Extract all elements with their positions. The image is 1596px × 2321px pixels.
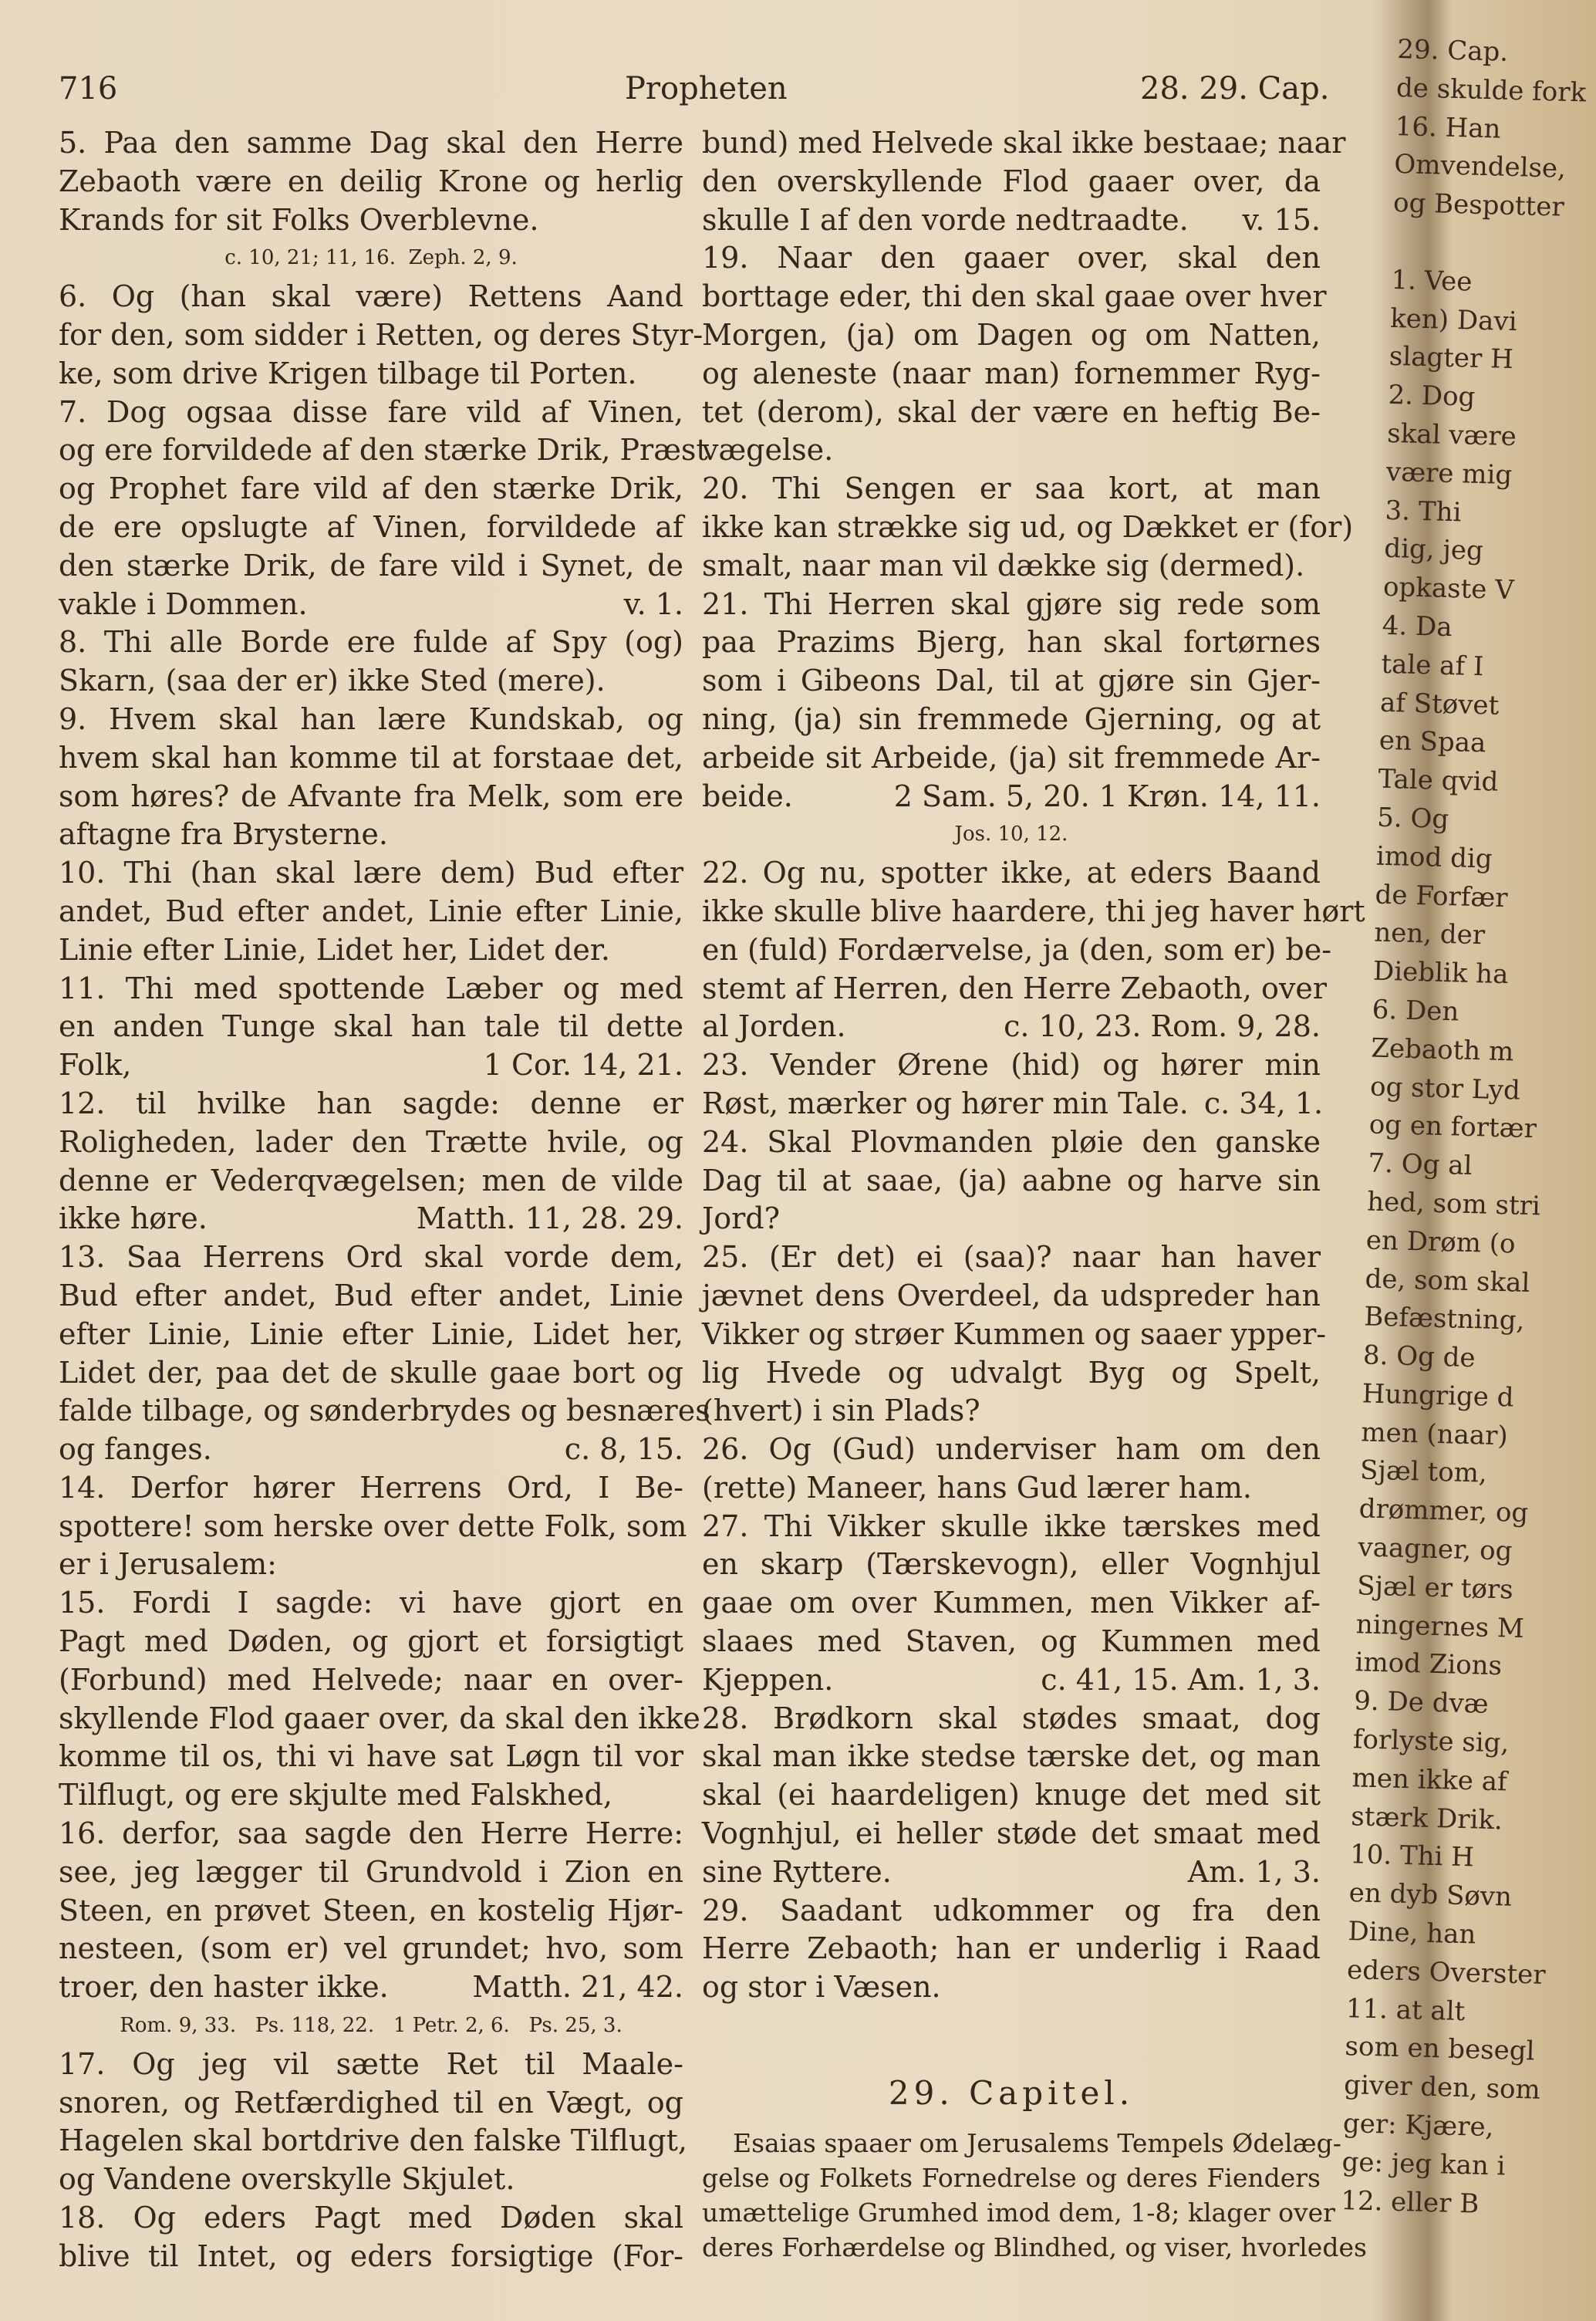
line-text: Røst, mærker og hører min Tale. xyxy=(702,1086,1189,1120)
line-text: bund) med Helvede skal ikke bestaae; naar xyxy=(702,126,1346,160)
line-text: lig Hvede og udvalgt Byg og Spelt, xyxy=(702,1355,1321,1390)
cross-reference: c. 8, 15. xyxy=(564,1432,683,1467)
next-page-fragment xyxy=(1340,31,1587,2225)
text-line xyxy=(59,201,683,240)
line-text: 24. Skal Plovmanden pløie den ganske xyxy=(702,1124,1321,1159)
text-line xyxy=(59,1892,683,1931)
line-text: 10. Thi (han skal lære dem) Bud efter xyxy=(59,856,683,890)
text-line xyxy=(702,1354,1321,1393)
line-text: (Forbund) med Helvede; naar en over- xyxy=(59,1662,683,1697)
text-line xyxy=(702,701,1321,739)
cross-reference: Am. 1, 3. xyxy=(1187,1854,1321,1889)
line-text: komme til os, thi vi have sat Løgn til vor xyxy=(59,1739,683,1774)
text-line xyxy=(59,547,683,586)
text-line xyxy=(59,893,683,931)
fragment-line: drømmer, og xyxy=(1358,1493,1529,1529)
text-line xyxy=(59,1776,683,1815)
fragment-line: 3. Thi xyxy=(1385,495,1462,528)
fragment-line: dig, jeg xyxy=(1383,533,1484,567)
line-text: 14. Derfor hører Herrens Ord, I Be- xyxy=(59,1470,683,1505)
line-text: Steen, en prøvet Steen, en kostelig Hjør- xyxy=(59,1893,683,1927)
line-text: og stor i Væsen. xyxy=(702,1970,941,2005)
line-text: de ere opslugte af Vinen, forvildede af xyxy=(59,509,683,544)
line-text: skal (ei haardeligen) knuge det med sit xyxy=(702,1778,1321,1813)
text-line xyxy=(59,470,683,508)
running-title: Propheten xyxy=(625,71,788,106)
fragment-line: tale af I xyxy=(1380,648,1484,682)
line-text: ikke kan strække sig ud, og Dækket er (for) xyxy=(702,509,1354,544)
line-text: for den, som sidder i Retten, og deres Styr- xyxy=(59,317,704,352)
line-text: 17. Og jeg vil sætte Ret til Maale- xyxy=(59,2046,683,2081)
fragment-line: 12. eller B xyxy=(1340,2184,1480,2220)
line-text: Morgen, (ja) om Dagen og om Natten, xyxy=(702,317,1321,352)
line-text: nesteen, (som er) vel grundet; hvo, som xyxy=(59,1931,683,1966)
fragment-line: eders Overster xyxy=(1346,1954,1547,1991)
fragment-line: Sjæl er tørs xyxy=(1356,1570,1514,1606)
fragment-line: Dieblik ha xyxy=(1372,955,1509,991)
text-line xyxy=(702,1776,1321,1815)
line-text: Linie efter Linie, Lidet her, Lidet der. xyxy=(59,932,610,967)
line-text: 23. Vender Ørene (hid) og hører min xyxy=(702,1048,1321,1083)
page-number: 716 xyxy=(59,71,118,106)
text-line xyxy=(59,508,683,547)
text-line xyxy=(702,316,1321,355)
reference-line xyxy=(59,239,683,278)
text-line xyxy=(702,1700,1321,1738)
cross-reference: c. 34, 1. xyxy=(1203,1086,1324,1120)
text-line xyxy=(702,1546,1321,1584)
line-text: gaae om over Kummen, men Vikker af- xyxy=(702,1586,1321,1620)
line-text: stemt af Herren, den Herre Zebaoth, over xyxy=(702,971,1328,1005)
fragment-line: 6. Den xyxy=(1372,994,1459,1028)
text-line xyxy=(59,1815,683,1853)
fragment-line: 4. Da xyxy=(1382,610,1453,644)
text-line xyxy=(702,1238,1321,1277)
text-line xyxy=(59,1469,683,1508)
text-line xyxy=(702,1008,1321,1046)
text-line xyxy=(702,623,1321,662)
line-text: vægelse. xyxy=(702,433,834,468)
text-line xyxy=(59,394,683,432)
text-line xyxy=(702,470,1321,508)
line-text: umættelige Grumhed imod dem, 1-8; klager over xyxy=(702,2198,1335,2228)
fragment-line: imod Zions xyxy=(1355,1647,1503,1682)
fragment-line: men (naar) xyxy=(1360,1417,1509,1452)
fragment-line: Befæstning, xyxy=(1363,1301,1525,1337)
line-text: al Jorden. xyxy=(702,1009,846,1044)
line-text: aftagne fra Brysterne. xyxy=(59,817,388,852)
chapter-summary xyxy=(702,2126,1367,2265)
text-line xyxy=(59,1123,683,1162)
fragment-line: og en fortær xyxy=(1368,1109,1537,1145)
reference-line xyxy=(59,2007,683,2046)
line-text: og aleneste (naar man) fornemmer Ryg- xyxy=(702,356,1321,390)
text-line xyxy=(702,662,1321,701)
line-text: en (fuld) Fordærvelse, ja (den, som er) be- xyxy=(702,932,1332,967)
line-text: Pagt med Døden, og gjort et forsigtigt xyxy=(59,1624,683,1659)
line-text: og fanges. xyxy=(59,1432,212,1467)
reference-line xyxy=(702,816,1321,854)
line-text: Kjeppen. xyxy=(702,1662,834,1697)
text-line xyxy=(59,2084,683,2123)
text-line xyxy=(702,1392,1321,1431)
text-line xyxy=(702,778,1321,816)
line-text: 26. Og (Gud) underviser ham om den xyxy=(702,1432,1321,1467)
cross-reference: c. 10, 23. Rom. 9, 28. xyxy=(1004,1009,1321,1044)
fragment-line: Omvendelse, xyxy=(1393,149,1567,185)
fragment-line: giver den, som xyxy=(1343,2069,1541,2106)
line-text: efter Linie, Linie efter Linie, Lidet her, xyxy=(59,1316,683,1351)
fragment-line: være mig xyxy=(1385,456,1513,491)
text-line xyxy=(702,239,1321,278)
text-line xyxy=(59,2199,683,2238)
line-text: 8. Thi alle Borde ere fulde af Spy (og) xyxy=(59,625,683,660)
line-text: 20. Thi Sengen er saa kort, at man xyxy=(702,471,1321,506)
text-line xyxy=(702,1661,1321,1700)
text-line xyxy=(702,1853,1321,1892)
right-column xyxy=(702,124,1365,2007)
cross-reference: 2 Sam. 5, 20. 1 Krøn. 14, 11. xyxy=(893,779,1321,813)
text-line xyxy=(59,816,683,854)
line-text: er i Jerusalem: xyxy=(59,1547,277,1582)
line-text: blive til Intet, og eders forsigtige (For- xyxy=(59,2238,683,2273)
line-text: som i Gibeons Dal, til at gjøre sin Gjer- xyxy=(702,664,1321,698)
fragment-line: Sjæl tom, xyxy=(1359,1454,1488,1490)
line-text: spottere! som herske over dette Folk, som xyxy=(59,1508,687,1543)
line-text: 7. Dog ogsaa disse fare vild af Vinen, xyxy=(59,394,683,429)
line-text: Bud efter andet, Bud efter andet, Linie xyxy=(59,1278,683,1313)
line-text: vakle i Dommen. xyxy=(59,586,308,621)
text-line xyxy=(59,1546,683,1584)
fragment-line: 2. Dog xyxy=(1388,380,1476,413)
text-line xyxy=(702,278,1327,316)
line-text: 16. derfor, saa sagde den Herre Herre: xyxy=(59,1816,683,1851)
fragment-line: men ikke af xyxy=(1351,1762,1508,1798)
summary-line xyxy=(702,2126,1341,2161)
text-line xyxy=(59,1046,683,1085)
text-line xyxy=(59,586,683,624)
line-text: 28. Brødkorn skal stødes smaat, dog xyxy=(702,1701,1321,1735)
fragment-line: 1. Vee xyxy=(1391,264,1473,298)
cross-reference: c. 41, 15. Am. 1, 3. xyxy=(1041,1662,1321,1697)
line-text: troer, den haster ikke. xyxy=(59,1970,389,2005)
line-text: jævnet dens Overdeel, da udspreder han xyxy=(702,1278,1321,1313)
text-line xyxy=(59,1316,683,1354)
text-line xyxy=(59,1085,683,1123)
cross-reference: 1 Cor. 14, 21. xyxy=(483,1048,683,1083)
line-text: 18. Og eders Pagt med Døden skal xyxy=(59,2201,683,2235)
text-line xyxy=(702,854,1321,893)
line-text: skyllende Flod gaaer over, da skal den ikke xyxy=(59,1701,700,1735)
line-text: og Prophet fare vild af den stærke Drik, xyxy=(59,471,683,506)
text-line xyxy=(59,124,683,163)
line-text: Esaias spaaer om Jerusalems Tempels Ødelæg- xyxy=(733,2128,1341,2158)
line-text: Roligheden, lader den Trætte hvile, og xyxy=(59,1124,683,1159)
line-text: og Vandene overskylle Skjulet. xyxy=(59,2162,515,2197)
line-text: ke, som drive Krigen tilbage til Porten. xyxy=(59,356,637,390)
text-line xyxy=(702,124,1346,163)
text-line xyxy=(702,970,1328,1008)
line-text: see, jeg lægger til Grundvold i Zion en xyxy=(59,1854,683,1889)
text-line xyxy=(702,893,1365,931)
left-column xyxy=(59,124,710,2276)
text-line xyxy=(59,1623,683,1661)
text-line xyxy=(59,278,683,316)
line-text: skal man ikke stedse tærske det, og man xyxy=(702,1739,1321,1774)
text-line xyxy=(702,547,1321,586)
line-text: tet (derom), skal der være en heftig Be- xyxy=(702,394,1321,429)
text-line xyxy=(702,1046,1321,1085)
fragment-line: de Forfær xyxy=(1375,879,1509,914)
text-line xyxy=(702,355,1321,394)
text-line xyxy=(59,662,683,701)
line-text: Dag til at saae, (ja) aabne og harve sin xyxy=(702,1163,1321,1198)
line-text: Folk, xyxy=(59,1048,132,1083)
text-line xyxy=(702,1085,1324,1123)
text-line xyxy=(702,1469,1321,1508)
fragment-line: og Bespotter xyxy=(1392,188,1565,223)
fragment-line: ger: Kjære, xyxy=(1342,2108,1494,2144)
line-text: Herre Zebaoth; han er underlig i Raad xyxy=(702,1931,1321,1966)
line-text: deres Forhærdelse og Blindhed, og viser, hvorledes xyxy=(702,2232,1367,2262)
fragment-line: imod dig xyxy=(1375,840,1493,875)
text-line xyxy=(702,1123,1321,1162)
fragment-line: af Støvet xyxy=(1379,687,1500,721)
line-text: Skarn, (saa der er) ikke Sted (mere). xyxy=(59,664,606,698)
text-line xyxy=(59,1584,683,1623)
fragment-line xyxy=(1392,223,1547,265)
fragment-line: 10. Thi H xyxy=(1349,1839,1475,1873)
fragment-line: 7. Og al xyxy=(1368,1147,1473,1182)
fragment-line: 9. De dvæ xyxy=(1353,1685,1490,1721)
line-text: (rette) Maneer, hans Gud lærer ham. xyxy=(702,1470,1253,1505)
text-line xyxy=(59,1930,683,1968)
fragment-line: 11. at alt xyxy=(1345,1992,1466,2027)
fragment-line: som en besegl xyxy=(1345,2031,1535,2067)
text-line xyxy=(702,586,1321,624)
line-text: 15. Fordi I sagde: vi have gjort en xyxy=(59,1586,683,1620)
line-text: Vognhjul, ei heller støde det smaat med xyxy=(702,1816,1321,1851)
line-text: Jos. 10, 12. xyxy=(954,823,1068,846)
line-text: 13. Saa Herrens Ord skal vorde dem, xyxy=(59,1240,683,1275)
line-text: paa Prazims Bjerg, han skal fortørnes xyxy=(702,625,1321,660)
chapter-heading: 29. Capitel. xyxy=(888,2074,1135,2112)
text-line xyxy=(59,1392,710,1431)
summary-line xyxy=(702,2195,1335,2230)
line-text: denne er Vederqvægelsen; men de vilde xyxy=(59,1163,683,1198)
text-line xyxy=(702,1968,1321,2007)
line-text: 5. Paa den samme Dag skal den Herre xyxy=(59,126,683,160)
text-line xyxy=(702,931,1332,970)
fragment-line: skal være xyxy=(1386,417,1517,453)
text-line xyxy=(59,2238,683,2276)
text-line xyxy=(59,1008,683,1046)
line-text: sine Ryttere. xyxy=(702,1854,892,1889)
text-line xyxy=(59,1700,700,1738)
fragment-line: 16. Han xyxy=(1395,110,1501,145)
text-line xyxy=(702,1892,1321,1931)
fragment-line: slagter H xyxy=(1388,341,1514,376)
line-text: smalt, naar man vil dække sig (dermed). xyxy=(702,548,1305,583)
cross-reference: Matth. 21, 42. xyxy=(472,1970,683,2005)
fragment-line: 8. Og de xyxy=(1362,1340,1476,1374)
line-text: borttage eder, thi den skal gaae over hver xyxy=(702,279,1327,314)
text-line xyxy=(59,1508,687,1546)
text-line xyxy=(59,623,683,662)
line-text: Zebaoth være en deilig Krone og herlig xyxy=(59,164,683,198)
fragment-line: ken) Davi xyxy=(1389,302,1518,337)
line-text: 6. Og (han skal være) Rettens Aand xyxy=(59,279,683,314)
line-text: 21. Thi Herren skal gjøre sig rede som xyxy=(702,586,1321,621)
line-text: en skarp (Tærskevogn), eller Vognhjul xyxy=(702,1547,1321,1582)
line-text: 9. Hvem skal han lære Kundskab, og xyxy=(59,701,683,736)
fragment-line: 5. Og xyxy=(1376,802,1449,836)
text-line xyxy=(702,1162,1321,1201)
fragment-line: Tale qvid xyxy=(1378,763,1499,798)
cross-reference: Matth. 11, 28. 29. xyxy=(416,1201,683,1236)
summary-line xyxy=(702,2230,1367,2265)
text-line xyxy=(702,739,1321,778)
text-line xyxy=(702,1815,1321,1853)
line-text: Jord? xyxy=(702,1201,780,1236)
fragment-line: Dine, han xyxy=(1347,1916,1476,1951)
line-text: Lidet der, paa det de skulle gaae bort og xyxy=(59,1355,683,1390)
line-text: 11. Thi med spottende Læber og med xyxy=(59,971,683,1005)
line-text: Rom. 9, 33. Ps. 118, 22. 1 Petr. 2, 6. Ps. 25, 3. xyxy=(120,2014,623,2038)
line-text: den stærke Drik, de fare vild i Synet, de xyxy=(59,548,683,583)
line-text: den overskyllende Flod gaaer over, da xyxy=(702,164,1321,198)
text-line xyxy=(59,931,683,970)
fragment-line: 29. Cap. xyxy=(1396,33,1509,68)
fragment-line: de, som skal xyxy=(1365,1262,1530,1299)
line-text: ikke skulle blive haardere, thi jeg haver hørt xyxy=(702,894,1365,928)
text-line xyxy=(59,1200,683,1238)
fragment-line: stærk Drik. xyxy=(1350,1800,1503,1836)
text-line xyxy=(702,431,1321,470)
line-text: 25. (Er det) ei (saa)? naar han haver xyxy=(702,1240,1321,1275)
line-text: hvem skal han komme til at forstaae det, xyxy=(59,740,683,775)
text-line xyxy=(702,1431,1321,1469)
line-text: 22. Og nu, spotter ikke, at eders Baand xyxy=(702,856,1321,890)
fragment-line: opkaste V xyxy=(1382,571,1515,606)
text-line xyxy=(59,1162,683,1201)
line-text: og ere forvildede af den stærke Drik, Præst xyxy=(59,433,708,468)
chapter-range: 28. 29. Cap. xyxy=(1140,71,1330,106)
text-line xyxy=(702,1623,1321,1661)
fragment-line: hed, som stri xyxy=(1366,1186,1541,1222)
text-line xyxy=(59,1277,683,1316)
text-line xyxy=(702,1738,1321,1776)
text-line xyxy=(59,739,683,778)
text-line xyxy=(702,201,1321,240)
text-line xyxy=(702,1277,1321,1316)
fragment-line: forlyste sig, xyxy=(1352,1724,1510,1759)
fragment-line: en dyb Søvn xyxy=(1348,1877,1513,1913)
line-text: gelse og Folkets Fornedrelse og deres Fienders xyxy=(702,2163,1321,2193)
text-line xyxy=(702,394,1321,432)
text-line xyxy=(59,316,704,355)
text-line xyxy=(59,431,708,470)
line-text: arbeide sit Arbeide, (ja) sit fremmede Ar- xyxy=(702,740,1321,775)
line-text: Hagelen skal bortdrive den falske Tilflugt, xyxy=(59,2123,688,2158)
text-line xyxy=(59,1431,683,1469)
text-line xyxy=(59,1853,683,1892)
text-line xyxy=(702,508,1354,547)
text-line xyxy=(59,163,683,201)
text-line xyxy=(702,1316,1327,1354)
line-text: andet, Bud efter andet, Linie efter Linie, xyxy=(59,894,683,928)
line-text: skulle I af den vorde nedtraadte. xyxy=(702,202,1189,237)
line-text: slaaes med Staven, og Kummen med xyxy=(702,1624,1321,1659)
text-line xyxy=(59,1354,683,1393)
text-line xyxy=(59,854,683,893)
line-text: ikke høre. xyxy=(59,1201,208,1236)
line-text: beide. xyxy=(702,779,793,813)
line-text: 27. Thi Vikker skulle ikke tærskes med xyxy=(702,1508,1321,1543)
text-line xyxy=(59,1738,683,1776)
cross-reference: v. 1. xyxy=(623,586,683,621)
text-line xyxy=(702,1930,1321,1968)
line-text: 29. Saadant udkommer og fra den xyxy=(702,1893,1321,1927)
fragment-line: vaagner, og xyxy=(1358,1532,1513,1567)
text-line xyxy=(59,1968,683,2007)
text-line xyxy=(59,778,683,816)
line-text: Krands for sit Folks Overblevne. xyxy=(59,202,539,237)
fragment-line: Zebaoth m xyxy=(1370,1032,1514,1068)
summary-line xyxy=(702,2161,1321,2195)
line-text: som høres? de Afvante fra Melk, som ere xyxy=(59,779,683,813)
line-text: 12. til hvilke han sagde: denne er xyxy=(59,1086,683,1120)
line-text: en anden Tunge skal han tale til dette xyxy=(59,1009,683,1044)
text-line xyxy=(702,1200,1321,1238)
line-text: falde tilbage, og sønderbrydes og besnæres xyxy=(59,1394,710,1428)
fragment-line: nen, der xyxy=(1373,917,1486,951)
text-line xyxy=(59,2046,683,2084)
text-line xyxy=(702,163,1321,201)
line-text: ning, (ja) sin fremmede Gjerning, og at xyxy=(702,701,1321,736)
line-text: c. 10, 21; 11, 16. Zeph. 2, 9. xyxy=(224,246,518,270)
text-line xyxy=(59,1661,683,1700)
text-line xyxy=(59,355,683,394)
text-line xyxy=(59,1238,683,1277)
line-text: snoren, og Retfærdighed til en Vægt, og xyxy=(59,2085,683,2120)
text-line xyxy=(702,1584,1321,1623)
text-line xyxy=(59,2122,688,2161)
text-line xyxy=(702,1508,1321,1546)
fragment-line: de skulde fork xyxy=(1395,72,1587,109)
fragment-line: og stor Lyd xyxy=(1369,1071,1521,1106)
line-text: 19. Naar den gaaer over, skal den xyxy=(702,241,1321,275)
line-text: Vikker og strøer Kummen og saaer ypper- xyxy=(702,1316,1327,1351)
text-line xyxy=(59,701,683,739)
fragment-line: ningernes M xyxy=(1355,1608,1525,1644)
line-text: (hvert) i sin Plads? xyxy=(702,1394,980,1428)
fragment-line: en Spaa xyxy=(1378,725,1486,759)
text-line xyxy=(59,970,683,1008)
fragment-line: ge: jeg kan i xyxy=(1341,2146,1506,2182)
fragment-line: Hungrige d xyxy=(1361,1378,1515,1414)
line-text: Tilflugt, og ere skjulte med Falskhed, xyxy=(59,1778,612,1813)
cross-reference: v. 15. xyxy=(1242,202,1321,237)
fragment-line: en Drøm (o xyxy=(1365,1225,1517,1260)
text-line xyxy=(59,2161,683,2199)
